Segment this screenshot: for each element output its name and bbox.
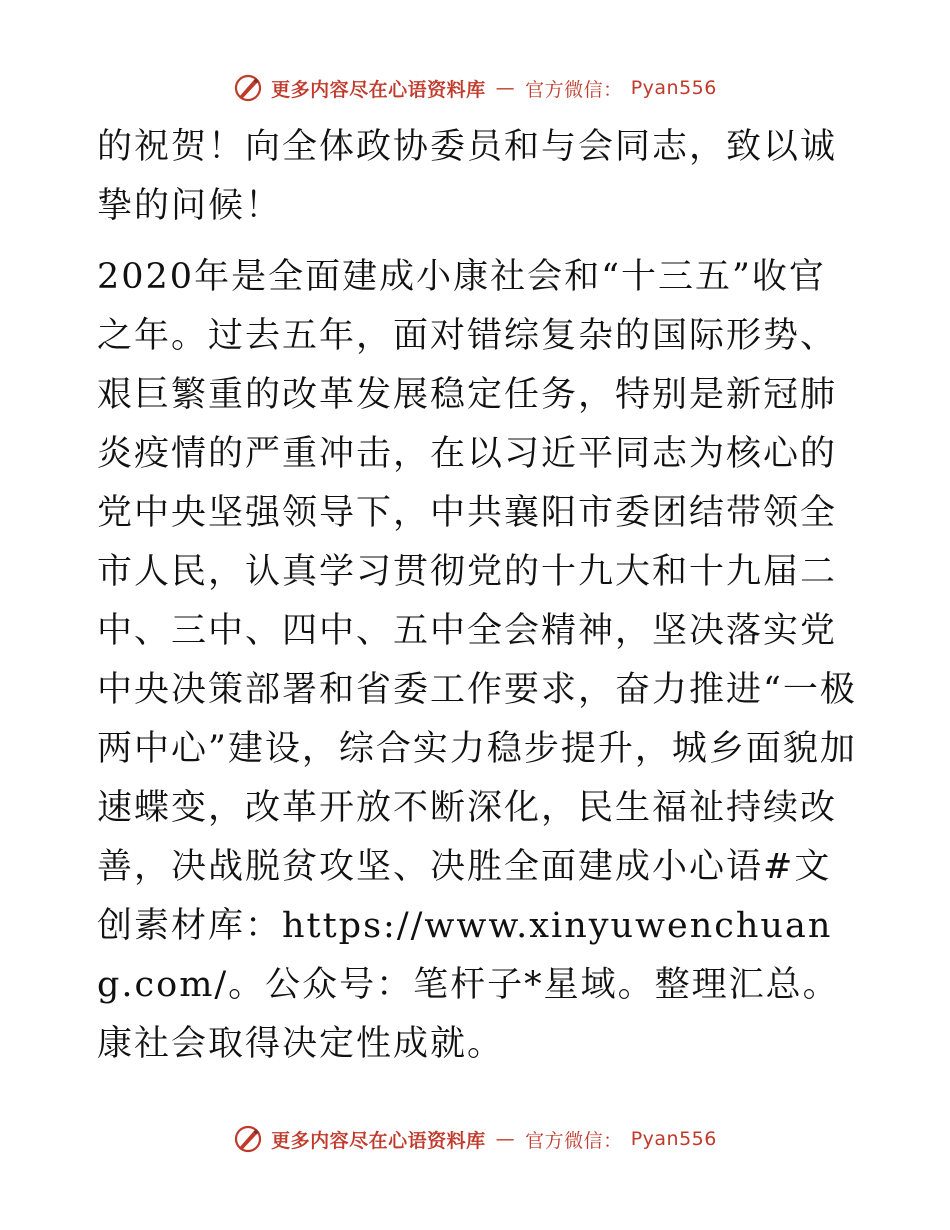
banner-main-text: 更多内容尽在心语资料库 bbox=[271, 78, 486, 101]
banner-dash: — bbox=[495, 77, 516, 99]
pen-logo-icon bbox=[233, 73, 263, 103]
footer-banner bbox=[0, 1124, 950, 1154]
banner-wechat-handle: Pyan556 bbox=[630, 1128, 717, 1150]
paragraph-review: 2020年是全面建成小康社会和“十三五”收官之年。过去五年，面对错综复杂的国际形势、艰巨繁重的改革发展稳定任务，特别是新冠肺炎疫情的严重冲击，在以习近平同志为核心的党中央坚强领导下，中共襄阳市委团结带领全市人民，认真学习贯彻党的十九大和十九届二中、三中、四中、五中全会精神，坚决落实党中央决策部署和省委工作要求，奋力推进“一极两中心”建设，综合实力稳步提升，城乡面貌加速蝶变，改革开放不断深化，民生福祉持续改善，决战脱贫攻坚、决胜全面建成小心语#文创素材库：https://www.xinyuwenchuang.com/。公众号：笔杆子*星域。整理汇总。康社会取得决定性成就。 bbox=[97, 257, 857, 1064]
pen-logo-icon bbox=[233, 1124, 263, 1154]
document-body bbox=[97, 118, 857, 1074]
banner-wechat-handle: Pyan556 bbox=[630, 77, 717, 99]
banner-main-text: 更多内容尽在心语资料库 bbox=[271, 1129, 486, 1152]
banner-wechat-label: 官方微信： bbox=[525, 78, 623, 101]
banner-dash: — bbox=[495, 1128, 516, 1150]
paragraph-greeting: 的祝贺！向全体政协委员和与会同志，致以诚挚的问候！ bbox=[97, 127, 838, 226]
header-banner bbox=[0, 73, 950, 103]
banner-wechat-label: 官方微信： bbox=[525, 1129, 623, 1152]
